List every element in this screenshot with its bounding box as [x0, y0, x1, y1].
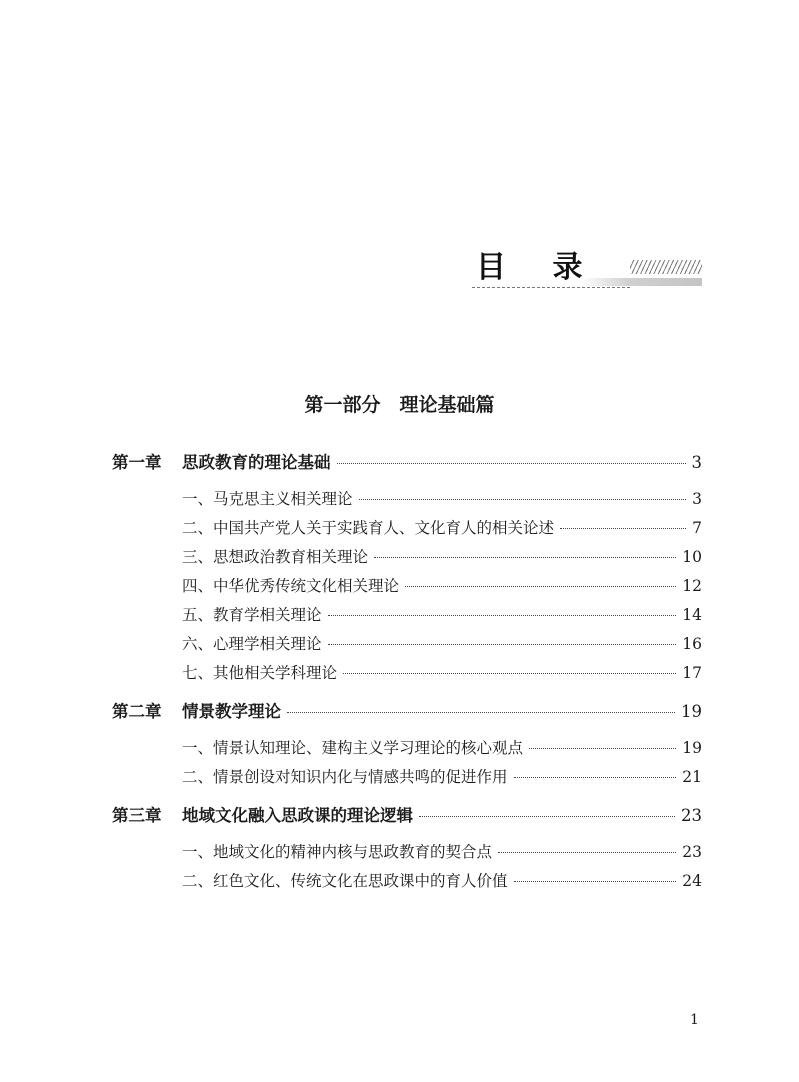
toc-section[interactable] — [182, 632, 702, 654]
chapter-page: 23 — [681, 806, 702, 825]
dot-leader — [287, 712, 675, 713]
chapter-title: 地域文化融入思政课的理论逻辑 — [182, 806, 413, 825]
part-title: 第一部分 理论基础篇 — [304, 394, 495, 416]
toc-section[interactable] — [182, 840, 702, 862]
section-page: 3 — [692, 490, 702, 508]
chapter-title: 思政教育的理论基础 — [182, 453, 331, 472]
chapter-page: 3 — [691, 453, 702, 472]
section-page: 14 — [682, 606, 702, 624]
section-title: 三、思想政治教育相关理论 — [182, 548, 369, 566]
dot-leader — [405, 586, 676, 587]
section-page: 19 — [682, 739, 702, 757]
dot-leader — [529, 748, 676, 749]
dot-leader — [359, 499, 687, 500]
section-title: 二、红色文化、传统文化在思政课中的育人价值 — [182, 872, 508, 890]
section-title: 四、中华优秀传统文化相关理论 — [182, 577, 400, 595]
section-title: 五、教育学相关理论 — [182, 606, 322, 624]
section-title: 二、中国共产党人关于实践育人、文化育人的相关论述 — [182, 519, 555, 537]
chapter-number: 第三章 — [112, 806, 162, 825]
section-title: 二、情景创设对知识内化与情感共鸣的促进作用 — [182, 768, 508, 786]
decorative-hatch — [630, 260, 702, 274]
dot-leader — [328, 644, 677, 645]
dot-leader — [514, 881, 677, 882]
dot-leader — [498, 852, 676, 853]
toc-section[interactable] — [182, 574, 702, 596]
section-title: 六、心理学相关理论 — [182, 635, 322, 653]
dot-leader — [514, 777, 677, 778]
toc-section[interactable] — [182, 736, 702, 758]
dot-leader — [374, 557, 676, 558]
section-title: 七、其他相关学科理论 — [182, 664, 338, 682]
chapter-page: 19 — [681, 702, 702, 721]
toc-section[interactable] — [182, 661, 702, 683]
chapter-title: 情景教学理论 — [182, 702, 281, 721]
toc-section[interactable] — [182, 869, 702, 891]
section-page: 23 — [682, 843, 702, 861]
section-page: 21 — [682, 768, 702, 786]
toc-section[interactable] — [182, 487, 702, 509]
section-page: 7 — [692, 519, 702, 537]
section-page: 16 — [682, 635, 702, 653]
dot-leader — [337, 463, 686, 464]
toc-chapter-1[interactable] — [112, 449, 702, 473]
toc-chapter-3[interactable] — [112, 802, 702, 826]
toc-section[interactable] — [182, 516, 702, 538]
section-page: 10 — [682, 548, 702, 566]
toc-chapter-2[interactable] — [112, 698, 702, 722]
page-number: 1 — [690, 1012, 699, 1028]
decorative-dashed-line — [472, 287, 630, 288]
toc-heading — [470, 250, 702, 292]
section-page: 17 — [682, 664, 702, 682]
section-title: 一、情景认知理论、建构主义学习理论的核心观点 — [182, 739, 524, 757]
section-page: 24 — [682, 872, 702, 890]
chapter-number: 第二章 — [112, 702, 162, 721]
section-page: 12 — [682, 577, 702, 595]
toc-section[interactable] — [182, 765, 702, 787]
dot-leader — [343, 673, 676, 674]
toc-section[interactable] — [182, 603, 702, 625]
chapter-number: 第一章 — [112, 453, 162, 472]
dot-leader — [328, 615, 677, 616]
section-title: 一、马克思主义相关理论 — [182, 490, 353, 508]
dot-leader — [560, 528, 686, 529]
toc-section[interactable] — [182, 545, 702, 567]
toc-title: 目 录 — [476, 250, 601, 285]
section-title: 一、地域文化的精神内核与思政教育的契合点 — [182, 843, 493, 861]
dot-leader — [419, 816, 675, 817]
